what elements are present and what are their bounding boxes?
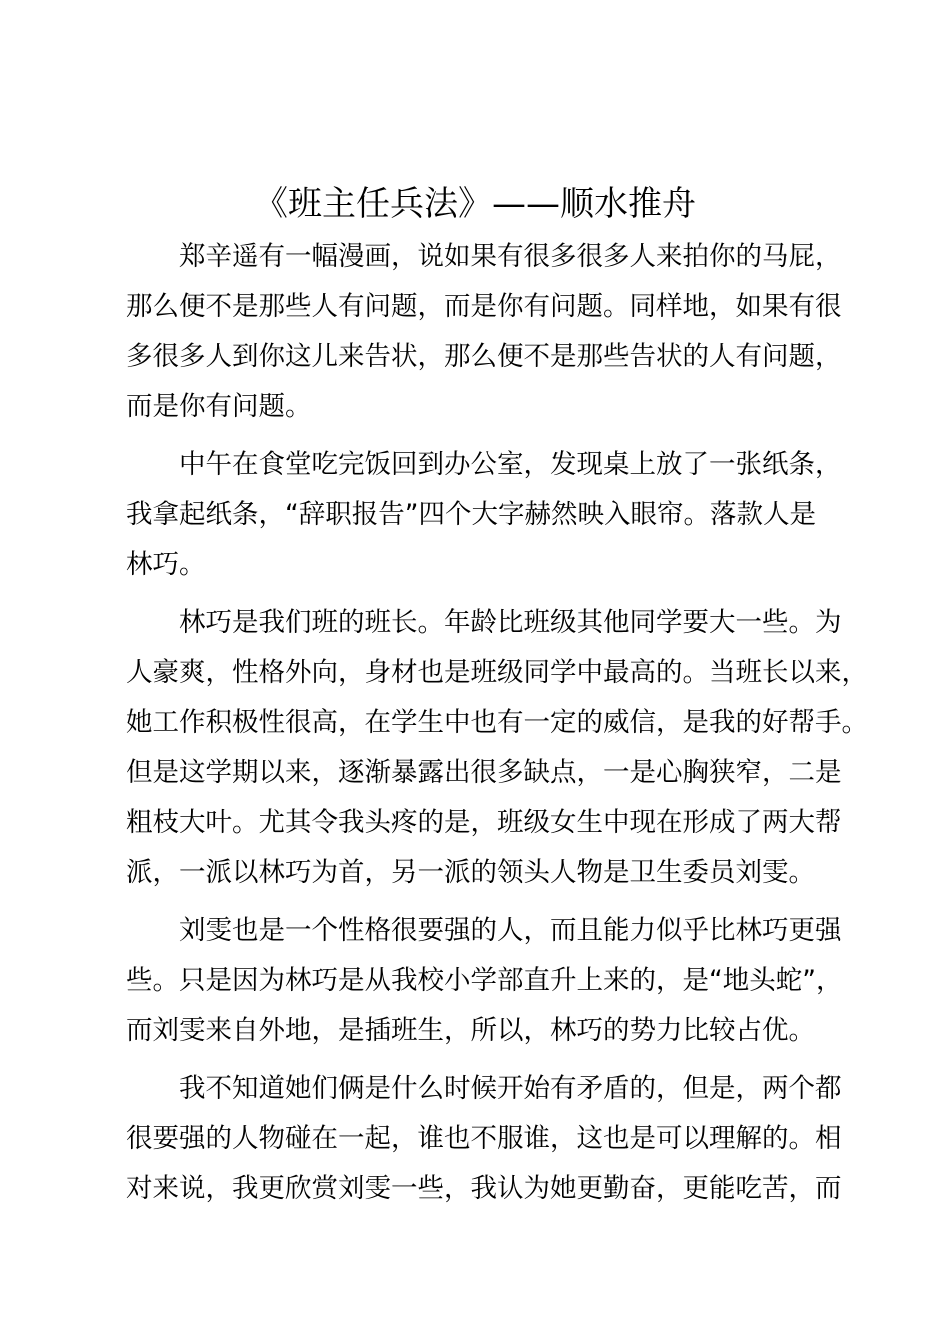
paragraph-line: 那么便不是那些人有问题，而是你有问题。同样地，如果有很 (126, 291, 842, 322)
paragraph-line: 人豪爽，性格外向，身材也是班级同学中最高的。当班长以来， (126, 657, 868, 688)
paragraph-line: 我拿起纸条，“辞职报告”四个大字赫然映入眼帘。落款人是 (126, 499, 816, 530)
paragraph-line: 郑辛遥有一幅漫画，说如果有很多很多人来拍你的马屁， (179, 241, 842, 272)
paragraph-line: 粗枝大叶。尤其令我头疼的是，班级女生中现在形成了两大帮 (126, 807, 842, 838)
paragraph-3 (126, 598, 868, 898)
paragraph-line: 中午在食堂吃完饭回到办公室，发现桌上放了一张纸条， (179, 449, 842, 480)
paragraph-line: 林巧是我们班的班长。年龄比班级其他同学要大一些。为 (179, 607, 842, 638)
paragraph-line: 很要强的人物碰在一起，谁也不服谁，这也是可以理解的。相 (126, 1123, 842, 1154)
paragraph-4 (126, 906, 843, 1056)
paragraph-line: 我不知道她们俩是什么时候开始有矛盾的，但是，两个都 (179, 1073, 842, 1104)
paragraph-line: 而刘雯来自外地，是插班生，所以，林巧的势力比较占优。 (126, 1015, 815, 1046)
paragraph-5 (126, 1064, 842, 1214)
paragraph-line: 派，一派以林巧为首，另一派的领头人物是卫生委员刘雯。 (126, 857, 815, 888)
paragraph-line: 她工作积极性很高，在学生中也有一定的威信，是我的好帮手。 (126, 707, 868, 738)
document-body (126, 232, 868, 1222)
paragraph-line: 多很多人到你这儿来告状，那么便不是那些告状的人有问题， (126, 341, 842, 372)
paragraph-line: 而是你有问题。 (126, 391, 312, 422)
paragraph-line: 刘雯也是一个性格很要强的人，而且能力似乎比林巧更强 (179, 915, 842, 946)
paragraph-line: 些。只是因为林巧是从我校小学部直升上来的，是“地头蛇”， (126, 965, 843, 996)
paragraph-line: 林巧。 (126, 549, 206, 580)
paragraph-2 (126, 440, 842, 590)
paragraph-line: 对来说，我更欣赏刘雯一些，我认为她更勤奋，更能吃苦，而 (126, 1173, 842, 1204)
document-title: 《班主任兵法》——顺水推舟 (254, 184, 696, 224)
paragraph-1 (126, 232, 842, 432)
paragraph-line: 但是这学期以来，逐渐暴露出很多缺点，一是心胸狭窄，二是 (126, 757, 842, 788)
